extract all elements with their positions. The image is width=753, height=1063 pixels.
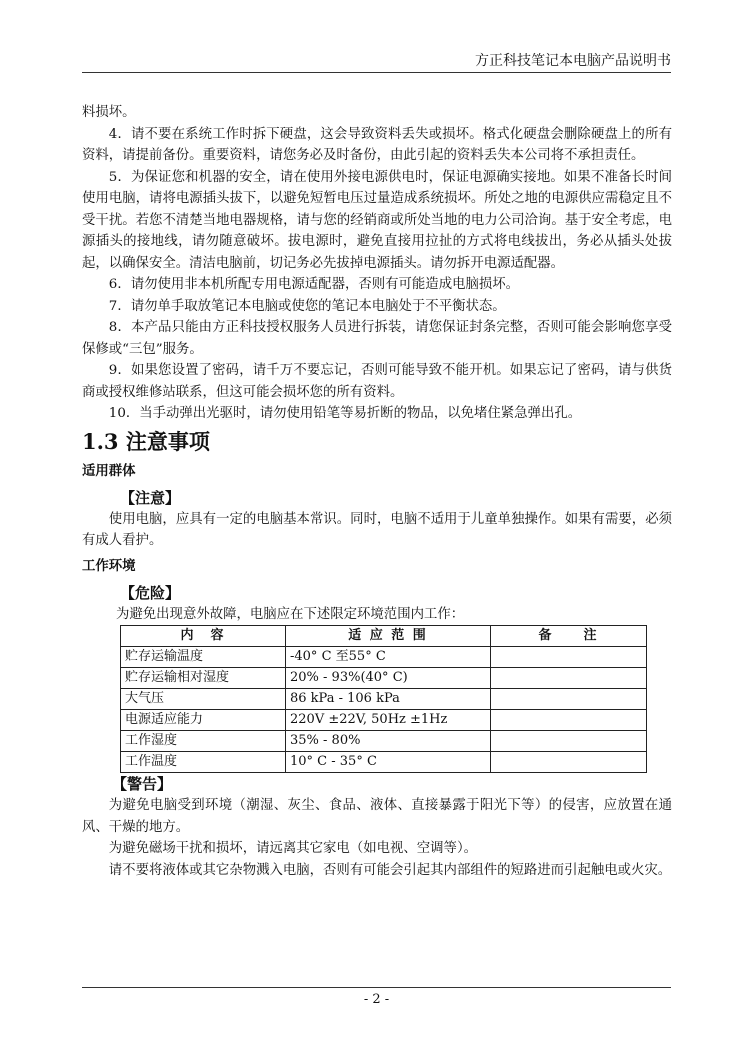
table-cell (491, 647, 647, 668)
table-header-cell: 备 注 (491, 626, 647, 647)
footer-divider (82, 987, 671, 988)
table-cell (491, 710, 647, 731)
table-cell: -40° C 至55° C (286, 647, 491, 668)
table-header-cell: 适 应 范 围 (286, 626, 491, 647)
table-cell: 大气压 (121, 689, 286, 710)
paragraph-item-7: 7．请勿单手取放笔记本电脑或使您的笔记本电脑处于不平衡状态。 (108, 298, 506, 314)
header-title: 方正科技笔记本电脑产品说明书 (475, 53, 671, 69)
table-cell: 86 kPa - 106 kPa (286, 689, 491, 710)
paragraph-item-10: 10．当手动弹出光驱时，请勿使用铅笔等易折断的物品，以免堵住紧急弹出孔。 (108, 406, 582, 421)
table-cell: 工作温度 (121, 752, 286, 773)
warning-text-3: 请不要将液体或其它杂物溅入电脑，否则有可能会引起其内部组件的短路进而引起触电或火灾。 (108, 862, 672, 878)
page-header (82, 52, 671, 73)
table-cell: 电源适应能力 (121, 710, 286, 731)
environment-intro: 为避免出现意外故障，电脑应在下述限定环境范围内工作： (116, 606, 465, 622)
applicable-heading: 适用群体 (82, 462, 136, 479)
table-cell: 35% - 80% (286, 731, 491, 752)
table-header-row (121, 626, 647, 647)
table-cell: 贮存运输温度 (121, 647, 286, 668)
table-header-cell: 内 容 (121, 626, 286, 647)
environment-table (120, 625, 647, 773)
warning-text-1: 为避免电脑受到环境（潮湿、灰尘、食品、液体、直接暴露于阳光下等）的侵害，应放置在通风、干燥的地方。 (82, 798, 672, 835)
table-row (121, 689, 647, 710)
page-number: - 2 - (363, 992, 390, 1007)
table-cell (491, 731, 647, 752)
table-cell (491, 689, 647, 710)
notice-callout: 【注意】 (120, 488, 181, 507)
paragraph-item-9: 9．如果您设置了密码，请千万不要忘记，否则可能导致不能开机。如果忘记了密码，请与供货商或授权维修站联系，但这可能会损坏您的所有资料。 (82, 363, 672, 400)
warning-text-2: 为避免磁场干扰和损坏，请远离其它家电（如电视、空调等）。 (108, 841, 478, 856)
paragraph-continued: 料损坏。 (82, 105, 136, 120)
table-cell: 贮存运输相对湿度 (121, 668, 286, 689)
table-row (121, 668, 647, 689)
environment-heading: 工作环境 (82, 557, 136, 574)
table-row (121, 710, 647, 731)
table-row (121, 752, 647, 773)
table-row (121, 731, 647, 752)
table-cell (491, 668, 647, 689)
page-content (82, 102, 672, 881)
section-title: 1.3 注意事项 (82, 428, 210, 454)
warning-callout: 【警告】 (112, 775, 173, 793)
danger-callout: 【危险】 (120, 583, 181, 602)
paragraph-item-5: 5．为保证您和机器的安全，请在使用外接电源供电时，保证电源确实接地。如果不准备长时间使用电脑，请将电源插头拔下，以避免短暂电压过量造成系统损坏。所处之地的电源供应需稳定且不受干扰。若您不清楚当地电器规格，请与您的经销商或所处当地的电力公司洽询。基于安全考虑，电源插头的接地线，请勿随意破坏。拔电源时，避免直接用拉扯的方式将电线拔出，务必从插头处拔起，以确保安全。清洁电脑前，切记务必先拔掉电源插头。请勿拆开电源适配器。 (82, 169, 672, 271)
applicable-text: 使用电脑，应具有一定的电脑基本常识。同时，电脑不适用于儿童单独操作。如果有需要，必须有成人看护。 (82, 511, 672, 548)
table-cell: 20% - 93%(40° C) (286, 668, 491, 689)
paragraph-item-8: 8．本产品只能由方正科技授权服务人员进行拆装，请您保证封条完整，否则可能会影响您享受保修或“三包”服务。 (82, 320, 672, 357)
table-cell: 10° C - 35° C (286, 752, 491, 773)
paragraph-item-4: 4．请不要在系统工作时拆下硬盘，这会导致资料丢失或损坏。格式化硬盘会删除硬盘上的所有资料，请提前备份。重要资料，请您务必及时备份，由此引起的资料丢失本公司将不承担责任。 (82, 126, 672, 163)
paragraph-item-6: 6．请勿使用非本机所配专用电源适配器，否则有可能造成电脑损坏。 (108, 277, 520, 292)
table-cell: 220V ±22V, 50Hz ±1Hz (286, 710, 491, 731)
table-row (121, 647, 647, 668)
table-cell (491, 752, 647, 773)
table-cell: 工作湿度 (121, 731, 286, 752)
